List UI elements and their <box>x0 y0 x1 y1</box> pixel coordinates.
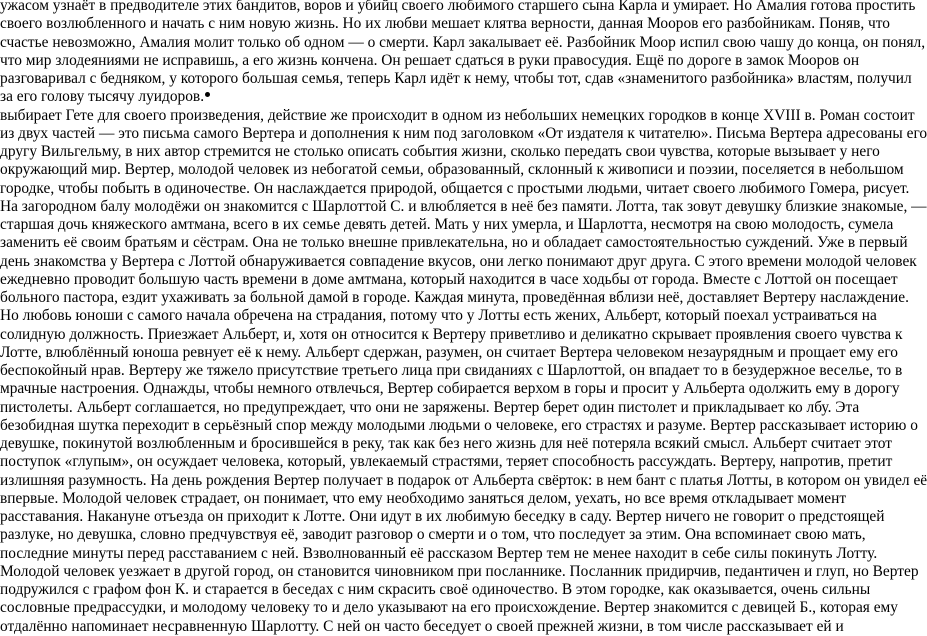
text-line: разговаривал с бедняком, у которого большая семья, теперь Карл идёт к нему, чтобы тот, сдав «знаменитого разбойника» властям, получил <box>0 70 912 87</box>
paragraph-werther-summary <box>0 106 927 636</box>
text-line: расставания. Накануне отъезда он приходит к Лотте. Они идут в их любимую беседку в саду. Вертер ничего не говорит о предстоящей <box>0 508 885 525</box>
text-line: своего возлюбленного и начать с ним новую жизнь. Но их любви мешает клятва верности, данная Мооров его разбойникам. Поняв, что <box>0 15 891 33</box>
text-line-content: за его голову тысячу луидоров. <box>0 88 205 106</box>
text-line: пистолеты. Альберт соглашается, но предупреждает, что они не заряжены. Вертер берет один пистолет и прикладывает ко лбу. Эта <box>0 398 860 416</box>
text-line: мрачные настроения. Однажды, чтобы немного отвлечься, Вертер собирается верхом в горы и просит у Альберта одолжить ему в дорогу <box>0 380 900 398</box>
text-line-last <box>0 88 812 106</box>
text-line: впервые. Молодой человек страдает, он понимает, что ему необходимо заняться делом, уехать, но все время откладывает момент <box>0 489 847 507</box>
text-line: счастье невозможно, Амалия молит только об одном — о смерти. Карл закалывает её. Разбойник Моор испил свою чашу до конца, он понял, <box>0 33 926 51</box>
paragraph-robbers-ending <box>0 0 926 107</box>
text-line: поступок «глупым», он осуждает человека, который, увлекаемый страстями, теряет способность рассуждать. Вертеру, напротив, претит <box>0 453 893 471</box>
text-line: Но любовь юноши с самого начала обречена на страдания, потому что у Лотты есть жених, Альберт, который поехал устраиваться на <box>0 307 877 325</box>
text-line: солидную должность. Приезжает Альберт, и, хотя он относится к Вертеру приветливо и деликатно скрывает проявления своего чувства к <box>0 325 903 343</box>
text-line: больного пастора, ездит ухаживать за больной дамой в городе. Каждая минута, проведённая вблизи неё, доставляет Вертеру наслаждение. <box>0 289 909 306</box>
text-line: отдалённо напоминает несравненную Шарлотту. С ней он часто беседует о своей прежней жизни, в том числе рассказывает ей и <box>0 617 844 635</box>
text-line: ужасом узнаёт в предводителе этих бандитов, воров и убийц своего любимого старшего сына Карла и умирает. Но Амалия готова простить <box>0 0 916 14</box>
text-line: разлуке, но девушка, словно предчувствуя её, заводит разговор о смерти и о том, что последует за этим. Она вспоминает свою мать, <box>0 526 866 544</box>
text-line: На загородном балу молодёжи он знакомится с Шарлоттой С. и влюбляется в неё без памяти. Лотта, так зовут девушку близкие знакомые, — <box>0 197 927 215</box>
text-line: Лотте, влюблённый юноша ревнует её к нему. Альберт сдержан, разумен, он считает Вертера человеком незаурядным и прощает ему его <box>0 343 899 361</box>
text-line: старшая дочь княжеского амтмана, всего в их семье девять детей. Мать у них умерла, и Шарлотта, несмотря на свою молодость, сумела <box>0 216 894 233</box>
text-line: сословные предрассудки, и молодому человеку то и дело указывают на его происхождение. Вертер знакомится с девицей Б., которая ему <box>0 599 898 617</box>
text-line: излишняя разумность. На день рождения Вертер получает в подарок от Альберта свёрток: в нем бант с платья Лотты, в котором он увидел её <box>0 471 927 489</box>
text-line: окружающий мир. Вертер, молодой человек из небогатой семьи, образованный, склонный к живописи и поэзии, поселяется в небольшом <box>0 161 904 179</box>
text-line: из двух частей — это письма самого Вертера и дополнения к ним под заголовком «От издателя к читателю». Письма Вертера адресованы его <box>0 124 927 142</box>
text-line: городке, чтобы побыть в одиночестве. Он наслаждается природой, общается с простыми людьми, читает своего любимого Гомера, рисует. <box>0 179 910 197</box>
text-line: что мир злодеяниями не исправишь, а его жизнь кончена. Он решает сдаться в руки правосудия. Ещё по дороге в замок Мооров он <box>0 51 860 69</box>
text-line: подружился с графом фон К. и старается в беседах с ним скрасить своё одиночество. В этом городке, как оказывается, очень сильны <box>0 581 871 598</box>
text-line: заменить её своим братьям и сёстрам. Она не только внешне привлекательна, но и обладает самостоятельностью суждений. Уже в первый <box>0 234 908 252</box>
text-line: безобидная шутка переходит в серьёзный спор между молодыми людьми о человеке, его страстях и разуме. Вертер рассказывает историю о <box>0 416 918 434</box>
bullet-icon <box>205 92 210 97</box>
text-line: ежедневно проводит большую часть времени в доме амтмана, который находится в часе ходьбы от города. Вместе с Лоттой он посещает <box>0 270 898 288</box>
text-line: последние минуты перед расставанием с ней. Взволнованный её рассказом Вертер тем не менее находит в себе силы покинуть Лотту. <box>0 544 878 562</box>
text-line: выбирает Гете для своего произведения, действие же происходит в одном из небольших немецких городков в конце XVIII в. Роман состоит <box>0 106 915 124</box>
text-line: беспокойный нрав. Вертеру же тяжело присутствие третьего лица при свиданиях с Шарлоттой, он впадает то в безудержное веселье, то в <box>0 362 903 379</box>
text-line: Молодой человек уезжает в другой город, он становится чиновником при посланнике. Посланник придирчив, педантичен и глуп, но Вертер <box>0 562 919 580</box>
text-line: день знакомства у Вертера с Лоттой обнаруживается совпадение вкусов, они легко понимают друг друга. С этого времени молодой человек <box>0 252 917 270</box>
text-line: другу Вильгельму, в них автор стремится не столько описать события жизни, сколько передать свои чувства, которые вызывает у него <box>0 143 880 160</box>
text-line: девушке, покинутой возлюбленным и бросившейся в реку, так как без него жизнь для неё потеряла всякий смысл. Альберт считает этот <box>0 435 892 452</box>
